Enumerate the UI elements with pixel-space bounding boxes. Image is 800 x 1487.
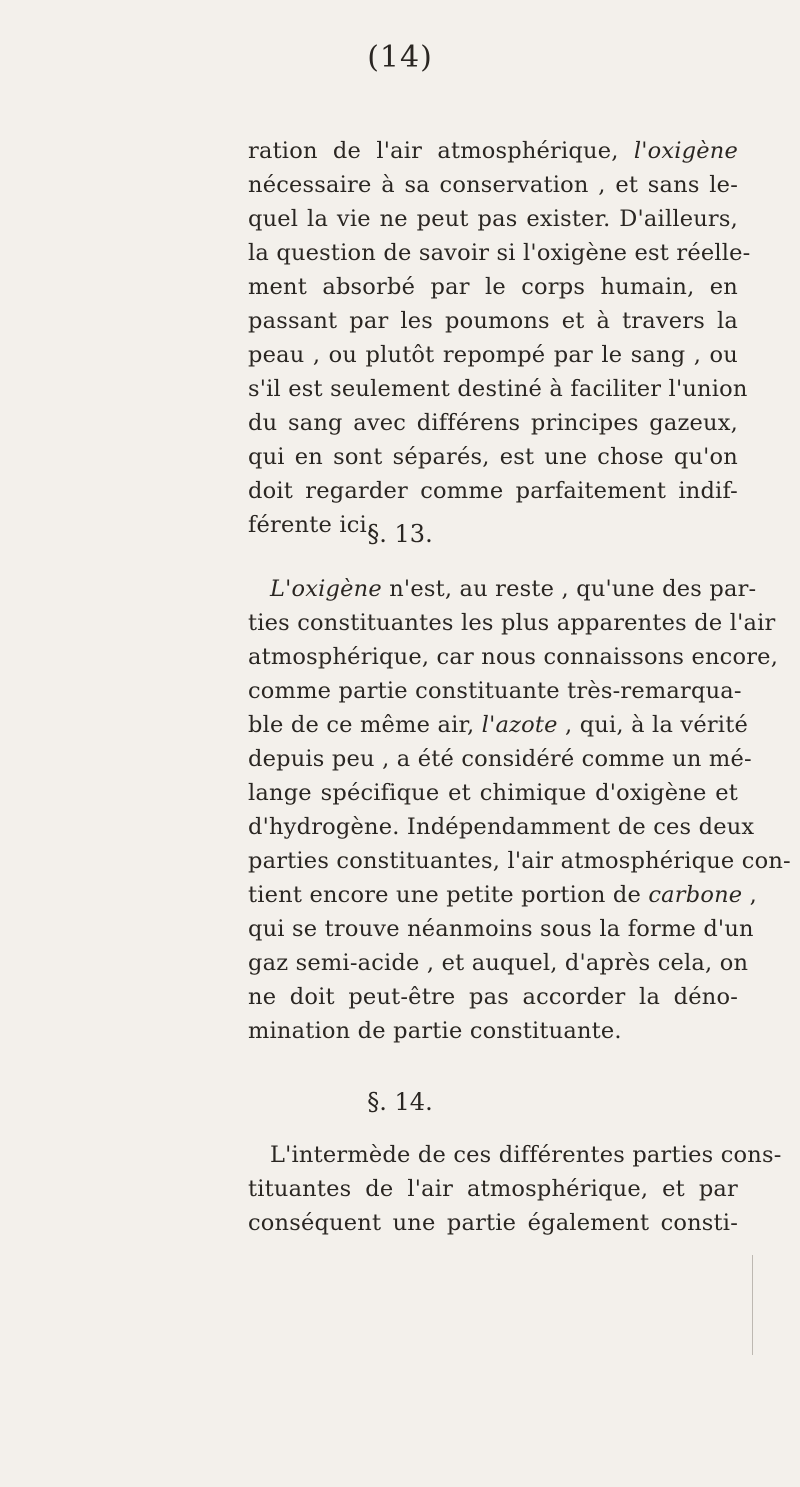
page-edge-mark xyxy=(752,1255,753,1355)
text-line: tituantes de l'air atmosphérique, et par xyxy=(248,1176,738,1202)
text-line: d'hydrogène. Indépendamment de ces deux xyxy=(248,814,755,840)
section-14-paragraph xyxy=(248,1138,782,1240)
text-line: L'oxigène n'est, au reste , qu'une des par- xyxy=(270,576,757,602)
text-line: ties constituantes les plus apparentes de l'air xyxy=(248,610,776,636)
section-13-heading: §. 13. xyxy=(367,520,433,548)
text-line: depuis peu , a été considéré comme un mé- xyxy=(248,746,752,772)
text-line: qui en sont séparés, est une chose qu'on xyxy=(248,444,738,470)
text-line: ne doit peut-être pas accorder la déno- xyxy=(248,984,738,1010)
section-13-paragraph xyxy=(248,572,791,1048)
text-line: ble de ce même air, l'azote , qui, à la vérité xyxy=(248,712,748,738)
text-line: férente ici. xyxy=(248,512,375,538)
text-line: la question de savoir si l'oxigène est réelle- xyxy=(248,240,751,266)
text-line: du sang avec différens principes gazeux, xyxy=(248,410,738,436)
text-line: L'intermède de ces différentes parties cons- xyxy=(270,1142,782,1168)
text-line: doit regarder comme parfaitement indif- xyxy=(248,478,738,504)
section-14-heading: §. 14. xyxy=(367,1088,433,1116)
text-line: s'il est seulement destiné à faciliter l'union xyxy=(248,376,748,402)
text-line: gaz semi-acide , et auquel, d'après cela, on xyxy=(248,950,749,976)
text-line: tient encore une petite portion de carbone , xyxy=(248,882,757,908)
paragraph-continuation xyxy=(248,134,751,542)
text-line: mination de partie constituante. xyxy=(248,1018,622,1044)
text-line: ment absorbé par le corps humain, en xyxy=(248,274,738,300)
text-line: conséquent une partie également consti- xyxy=(248,1210,738,1236)
page-number: (14) xyxy=(367,40,433,75)
text-line: passant par les poumons et à travers la xyxy=(248,308,738,334)
text-line: ration de l'air atmosphérique, l'oxigène xyxy=(248,138,738,164)
text-line: peau , ou plutôt repompé par le sang , ou xyxy=(248,342,738,368)
text-line: qui se trouve néanmoins sous la forme d'un xyxy=(248,916,754,942)
text-line: atmosphérique, car nous connaissons encore, xyxy=(248,644,779,670)
text-line: nécessaire à sa conservation , et sans le- xyxy=(248,172,738,198)
text-line: lange spécifique et chimique d'oxigène et xyxy=(248,780,738,806)
text-line: comme partie constituante très-remarqua- xyxy=(248,678,742,704)
text-line: quel la vie ne peut pas exister. D'ailleurs, xyxy=(248,206,738,232)
text-line: parties constituantes, l'air atmosphérique con- xyxy=(248,848,791,874)
